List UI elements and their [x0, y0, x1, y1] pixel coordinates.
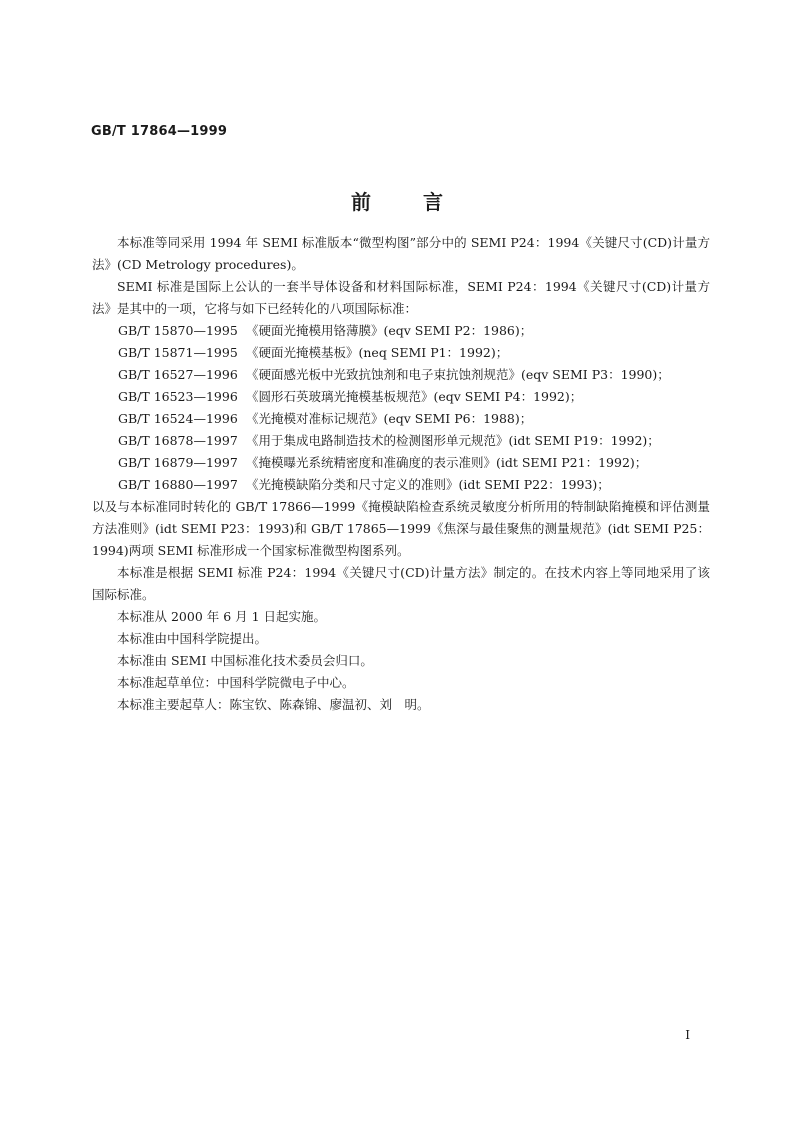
standard-title: 《用于集成电路制造技术的检测图形单元规范》(idt SEMI P19：1992)； — [246, 433, 660, 448]
standard-title: 《硬面光掩模用铬薄膜》(eqv SEMI P2：1986)； — [246, 323, 533, 338]
list-item — [92, 320, 710, 342]
paragraph-adoption: 本标准等同采用 1994 年 SEMI 标准版本“微型构图”部分中的 SEMI P24：1994《关键尺寸(CD)计量方法》(CD Metrology procedures)。 — [92, 235, 710, 272]
standard-title: 《硬面光掩模基板》(neq SEMI P1：1992)； — [246, 345, 509, 360]
standard-code: GB/T 16878—1997 — [118, 433, 238, 448]
standard-title: 《掩模曝光系统精密度和准确度的表示准则》(idt SEMI P21：1992)； — [246, 455, 648, 470]
standard-title: 《光掩模对准标记规范》(eqv SEMI P6：1988)； — [246, 411, 533, 426]
list-item — [92, 364, 710, 386]
paragraph-semi-intro: SEMI 标准是国际上公认的一套半导体设备和材料国际标准，SEMI P24：1994《关键尺寸(CD)计量方法》是其中的一项，它将与如下已经转化的八项国际标准： — [92, 279, 710, 316]
page-number: I — [685, 1028, 690, 1042]
paragraph-basis: 本标准是根据 SEMI 标准 P24：1994《关键尺寸(CD)计量方法》制定的。在技术内容上等同地采用了该国际标准。 — [92, 565, 710, 602]
standard-code: GB/T 16879—1997 — [118, 455, 238, 470]
page-title: 前言 — [351, 190, 495, 214]
paragraph-proposer: 本标准由中国科学院提出。 — [117, 631, 268, 646]
foreword-body — [92, 232, 710, 716]
paragraph-administrator: 本标准由 SEMI 中国标准化技术委员会归口。 — [117, 653, 373, 668]
standard-code: GB/T 16523—1996 — [118, 389, 238, 404]
list-item — [92, 474, 710, 496]
paragraph-drafting-unit: 本标准起草单位：中国科学院微电子中心。 — [117, 675, 355, 690]
paragraph-concurrent-standards: 以及与本标准同时转化的 GB/T 17866—1999《掩模缺陷检查系统灵敏度分析所用的特制缺陷掩模和评估测量方法准则》(idt SEMI P23：1993)和 GB/T 17865—1999《焦深与最佳聚焦的测量规范》(idt SEMI P25：1994)两项 SEMI 标准形成一个国家标准微型构图系列。 — [92, 499, 710, 558]
list-item — [92, 386, 710, 408]
paragraph-effective-date: 本标准从 2000 年 6 月 1 日起实施。 — [117, 609, 327, 624]
standard-code: GB/T 15870—1995 — [118, 323, 238, 338]
paragraph-drafters: 本标准主要起草人：陈宝钦、陈森锦、廖温初、刘 明。 — [117, 697, 430, 712]
standard-code: GB/T 16880—1997 — [118, 477, 238, 492]
list-item — [92, 452, 710, 474]
standard-code: GB/T 16527—1996 — [118, 367, 238, 382]
list-item — [92, 430, 710, 452]
standard-title: 《圆形石英玻璃光掩模基板规范》(eqv SEMI P4：1992)； — [246, 389, 583, 404]
standard-code: GB/T 16524—1996 — [118, 411, 238, 426]
document-code: GB/T 17864—1999 — [91, 124, 228, 139]
standards-list — [92, 320, 710, 496]
list-item — [92, 408, 710, 430]
standard-title: 《光掩模缺陷分类和尺寸定义的准则》(idt SEMI P22：1993)； — [246, 477, 610, 492]
list-item — [92, 342, 710, 364]
standard-code: GB/T 15871—1995 — [118, 345, 238, 360]
standard-title: 《硬面感光板中光致抗蚀剂和电子束抗蚀剂规范》(eqv SEMI P3：1990)； — [246, 367, 670, 382]
